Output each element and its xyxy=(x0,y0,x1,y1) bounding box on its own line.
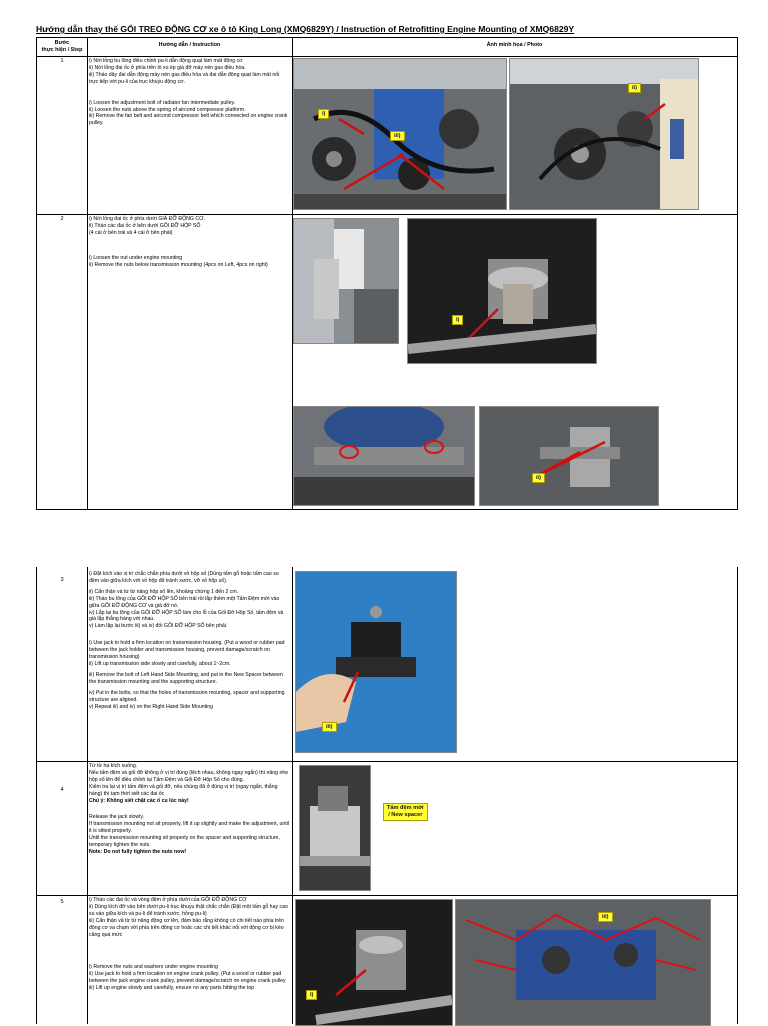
instruction-table-page-2 xyxy=(36,567,738,1024)
step-instructions xyxy=(89,216,289,269)
step-row-3 xyxy=(37,567,737,762)
new-spacer-hand-photo xyxy=(295,571,457,753)
instruction-line: Từ từ hạ kích xuống. xyxy=(89,763,138,769)
callout-i: i) xyxy=(452,315,463,325)
instruction-line: iii) Tháo bu lông của GỐI ĐỠ HỘP SỐ bên trái rồi lắp thêm một Tấm Đệm mới vào giữa GỐI ĐỠ ĐỘNG CƠ và giá đỡ nó. xyxy=(89,595,280,609)
instruction-line: iv) Put in the bolts, so that the holes of transmission mounting, spacer and supporting structure are aligned. xyxy=(89,689,285,703)
instruction-line: iii) Remove the bolt of Left Hand Side Mounting, and put in the New Spacer between the transmission mounting and the supporting structure. xyxy=(89,671,283,685)
spacer-installed-photo xyxy=(299,765,371,891)
instruction-line: Until the transmission mounting sit properly on the spacer and supporting structure, temporary tighten the nuts. xyxy=(89,835,280,849)
step-number: 1 xyxy=(60,58,64,64)
step-number: 4 xyxy=(60,787,64,793)
engine-mount-nut-photo xyxy=(407,218,597,364)
instruction-line: ii) Remove the nuts below transmission mounting (4pcs on Left, 4pcs on right) xyxy=(89,261,268,268)
instruction-line: (4 cái ở bên trái và 4 cái ở bên phải) xyxy=(89,229,173,236)
instruction-line: ii) Nới lỏng đai ốc ở phía trên lò xo ép giá đỡ máy nén gas điều hòa. xyxy=(89,64,246,71)
instruction-line: v) Repeat iii) and iv) on the Right Hand Side Mounting xyxy=(89,703,213,710)
engine-mount-photo xyxy=(293,218,399,344)
instruction-line: If transmission mounting not sit properly, lift it up slightly and make the adjustment, until it is sitted properly. xyxy=(89,821,290,835)
step-instructions xyxy=(89,571,289,710)
instruction-table-page-1 xyxy=(36,37,738,510)
document-title: Hướng dẫn thay thế GỐI TREO ĐỘNG CƠ xe ô tô King Long (XMQ6829Y) / Instruction of Retrofitting Engine Mounting of XMQ6829Y xyxy=(36,24,575,34)
instruction-line: ii) Cẩn thận và từ từ nâng hộp số lên, khoảng chừng 1 đến 2 cm. xyxy=(89,588,239,595)
instruction-line: Release the jack slowly. xyxy=(89,814,144,821)
instruction-line: ii) Use jack to hold a firm location on engine crank pulley. (Put a wood or rubber pad between the jack engine crank pulley, prevent damage/scratch on engine crank pulley xyxy=(89,971,286,985)
instruction-line: i) Use jack to hold a firm location on transmission housing. (Put a wood or rubber pad between the jack holder and transmission housing, prevent damage/scratch on transmission housing) xyxy=(89,640,285,661)
callout-ii: ii) xyxy=(532,473,545,483)
instruction-line: iv) Lắp lại bu lông của GỐI ĐỠ HỘP SỐ làm cho lỗ của Gối Đỡ Hộp Số, tấm đệm và giá lắp thẳng hàng với nhau. xyxy=(89,609,284,623)
instruction-line: iii) Cẩn thận và từ từ nâng động cơ lên, đảm bảo rằng không có chi tiết nào phía trên động cơ va chạm với phía trên động cơ hoặc các chi tiết khác nối với động cơ bị kéo căng quá mức xyxy=(89,917,284,938)
engine-belt-photo xyxy=(293,58,507,210)
instruction-line: iii) Tháo dây đai dẫn động máy nén gas điều hòa và đai dẫn động quạt làm mát nối trực tiếp với pu-li của trục khuỷu động cơ. xyxy=(89,71,280,85)
callout-iii: iii) xyxy=(390,131,405,141)
header-instruction: Hướng dẫn / Instruction xyxy=(158,42,221,48)
header-photo: Ảnh minh họa / Photo xyxy=(486,42,543,48)
instruction-note: Note: Do not fully tighten the nuts now! xyxy=(89,848,187,855)
instruction-line: i) Nới lỏng bu lông điều chỉnh pu-li dẫn động quạt làm mát động cơ xyxy=(89,58,243,64)
instruction-line: i) Nới lỏng đai ốc ở phía dưới GIÁ ĐỠ ĐỘNG CƠ. xyxy=(89,216,205,222)
header-step: Bước thực hiện / Step xyxy=(41,40,83,53)
instruction-line: iii) Lift up engine slowly and carefully, ensure no any parts hitting the top xyxy=(89,985,255,992)
instruction-line: iii) Remove the fan belt and aircond compressor belt which connected on engine crank pulley. xyxy=(89,113,288,127)
engine-lift-photo xyxy=(455,899,711,1026)
instruction-line: i) Loosen the nut under engine mounting xyxy=(89,254,183,261)
callout-iii: iii) xyxy=(598,912,613,922)
step-number: 3 xyxy=(60,577,64,583)
step-row-5 xyxy=(37,895,737,1024)
instruction-line: i) Tháo các đai ốc và vòng đệm ở phía dưới của GỐI ĐỠ ĐỘNG CƠ xyxy=(89,897,247,903)
table-header xyxy=(37,38,737,57)
engine-mount-underside-photo xyxy=(295,899,453,1026)
instruction-line: i) Loosen the adjustment bolt of radiator fan intermediate pulley. xyxy=(89,99,236,106)
instruction-line: v) Làm lặp lại bước iii) và iv) đối GỐI ĐỠ HỘP SỐ bên phải. xyxy=(89,623,228,630)
instruction-line: ii) Lift up transmission side slowly and carefully, about 1~2cm. xyxy=(89,660,231,667)
callout-i: i) xyxy=(306,990,317,1000)
step-instructions xyxy=(89,58,289,127)
callout-ii: ii) xyxy=(628,83,641,93)
step-instructions xyxy=(89,897,289,992)
instruction-line: i) Đặt kích vào vị trí chắc chắn phía dưới vỏ hộp số (Dùng tấm gỗ hoặc tấm cao su đệm vào giữa kích với vỏ hộp để tránh xước, vỡ vỏ hộp số). xyxy=(89,571,279,584)
transmission-mount-photo xyxy=(293,406,475,506)
callout-i: i) xyxy=(318,109,329,119)
step-number: 2 xyxy=(60,216,64,222)
instruction-line: ii) Tháo các đai ốc ở bên dưới GỐI ĐỠ HỘP SỐ xyxy=(89,222,201,229)
instruction-note: Chú ý: Không siết chặt các ố cu lúc này! xyxy=(89,797,189,804)
step-instructions xyxy=(89,763,289,856)
instruction-line: ii) Loosen the nuts above the spring of aircond compressor platform. xyxy=(89,106,246,113)
callout-iii: iii) xyxy=(322,722,337,732)
instruction-line: i) Remove the nuts and washers under engine mounting xyxy=(89,964,218,971)
step-row-2 xyxy=(37,214,737,509)
step-number: 5 xyxy=(60,899,64,905)
instruction-line: Nếu tấm đệm và gối đỡ không ở vị trí đúng (lệch nhau, không ngay ngắn) thì nâng nhẹ hộp số lên để điều chỉnh lại Tấm Đệm và Gối Đỡ Hộp Số cho đúng. xyxy=(89,769,289,783)
compressor-photo xyxy=(509,58,699,210)
step-row-4 xyxy=(37,761,737,896)
instruction-line: Kiểm tra lại vị trí tấm đệm và gối đỡ, nếu chúng đã ở đúng vị trí (ngay ngắn, thẳng hàng) thì tạm thời siết các đai ốc xyxy=(89,783,278,797)
instruction-line: ii) Dùng kích đỡ vào bên dưới pu-li trục khuỷu thật chắc chắn (Đặt một tấm gỗ hay cao su vào giữa kích và pu-li để tránh xước, hỏng pu-li) xyxy=(89,903,288,917)
step-row-1 xyxy=(37,56,737,215)
transmission-nuts-photo xyxy=(479,406,659,506)
new-spacer-label: Tấm đệm mới / New spacer xyxy=(383,803,428,821)
